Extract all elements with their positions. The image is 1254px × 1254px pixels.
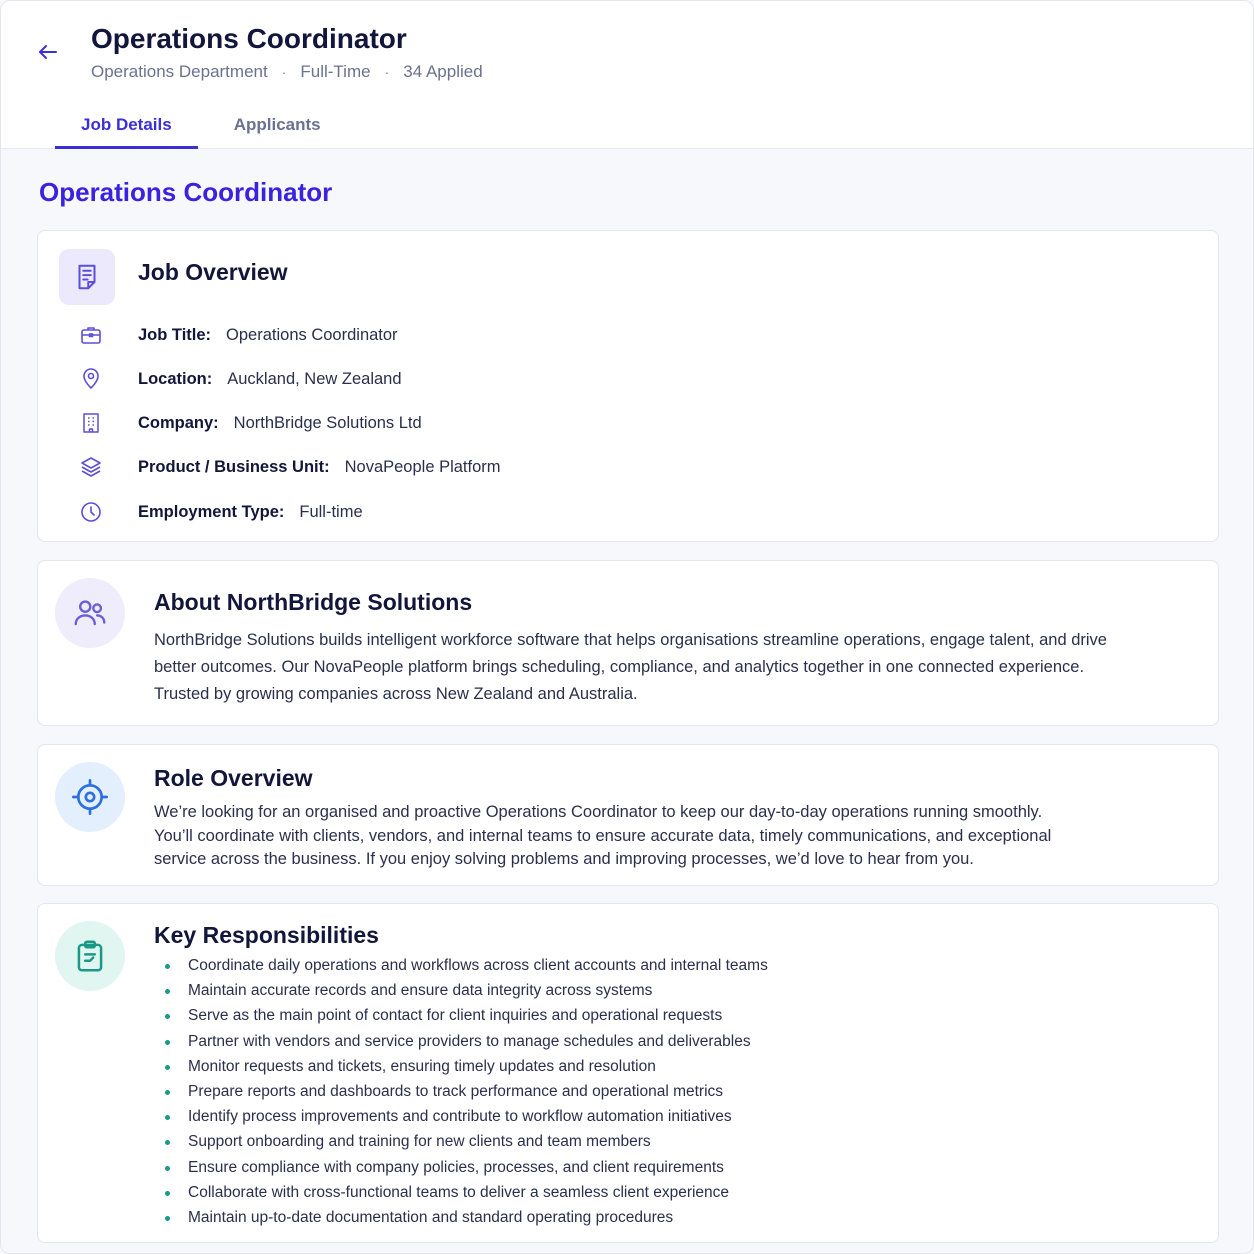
detail-value: Auckland, New Zealand [227,369,402,388]
list-item: Collaborate with cross-functional teams to deliver a seamless client experience [154,1183,768,1208]
clock-icon [79,500,103,524]
document-icon [72,262,102,292]
detail-value: Operations Coordinator [226,325,398,344]
role-overview-card [37,744,1219,886]
detail-label: Employment Type: [138,502,285,521]
list-item: Support onboarding and training for new clients and team members [154,1132,768,1157]
list-item: Identify process improvements and contribute to workflow automation initiatives [154,1107,768,1132]
meta-department: Operations Department [91,62,268,81]
responsibilities-badge [55,921,125,991]
detail-value: Full-time [299,502,363,521]
list-item: Prepare reports and dashboards to track performance and operational metrics [154,1082,768,1107]
meta-applied-count: 34 Applied [403,62,483,81]
arrow-left-icon [36,40,60,64]
users-icon [71,594,109,632]
detail-label: Company: [138,413,219,432]
job-overview-title: Job Overview [138,259,288,285]
detail-label: Job Title: [138,325,212,344]
about-badge [55,578,125,648]
about-line: better outcomes. Our NovaPeople platform brings scheduling, compliance, and analytics together in one connected experience. [154,658,1085,676]
list-item: Maintain accurate records and ensure data integrity across systems [154,981,768,1006]
about-line: NorthBridge Solutions builds intelligent workforce software that helps organisations streamline operations, engage talent, and drive [154,631,1107,649]
list-item: Monitor requests and tickets, ensuring timely updates and resolution [154,1057,768,1082]
detail-label: Location: [138,369,213,388]
tab-job-details[interactable]: Job Details [55,105,198,149]
detail-row-location [78,366,402,392]
list-item: Coordinate daily operations and workflows across client accounts and internal teams [154,956,768,981]
detail-value: NorthBridge Solutions Ltd [233,413,422,432]
overview-badge [59,249,115,305]
detail-row-company [78,410,422,436]
about-title: About NorthBridge Solutions [154,589,473,615]
map-pin-icon [79,367,103,391]
list-item: Serve as the main point of contact for client inquiries and operational requests [154,1006,768,1031]
job-meta [91,62,483,82]
tab-applicants[interactable]: Applicants [233,115,321,134]
list-item: Partner with vendors and service providers to manage schedules and deliverables [154,1032,768,1057]
responsibilities-list [154,956,768,1233]
about-description [154,627,1194,708]
responsibilities-card [37,903,1219,1243]
meta-separator: · [281,64,287,80]
list-item: Maintain up-to-date documentation and standard operating procedures [154,1208,768,1233]
job-overview-card [37,230,1219,542]
responsibilities-title: Key Responsibilities [154,922,379,948]
list-item: Ensure compliance with company policies, processes, and client requirements [154,1158,768,1183]
about-line: Trusted by growing companies across New Zealand and Australia. [154,685,638,703]
detail-row-job-title [78,322,398,348]
about-company-card [37,560,1219,726]
role-badge [55,762,125,832]
detail-row-business-unit [78,454,501,480]
building-icon [79,411,103,435]
briefcase-icon [79,323,103,347]
target-icon [70,777,110,817]
meta-employment-type: Full-Time [300,62,371,81]
job-title-heading: Operations Coordinator [91,23,407,54]
layers-icon [79,455,103,479]
page-title: Operations Coordinator [39,177,333,207]
detail-row-employment-type [78,499,363,525]
role-description [154,801,1194,872]
clipboard-icon [71,937,109,975]
page-header [1,1,1253,149]
tab-bar [55,105,347,149]
detail-value: NovaPeople Platform [344,457,501,476]
role-line: You’ll coordinate with clients, vendors, and internal teams to ensure accurate data, timely communications, and exceptional [154,826,1052,845]
back-button[interactable] [33,37,63,67]
role-line: service across the business. If you enjoy solving problems and improving processes, we’d love to hear from you. [154,850,974,868]
detail-label: Product / Business Unit: [138,457,330,476]
role-overview-title: Role Overview [154,765,313,791]
role-line: We’re looking for an organised and proactive Operations Coordinator to keep our day-to-day operations running smoothly. [154,803,1043,821]
meta-separator: · [384,64,390,80]
